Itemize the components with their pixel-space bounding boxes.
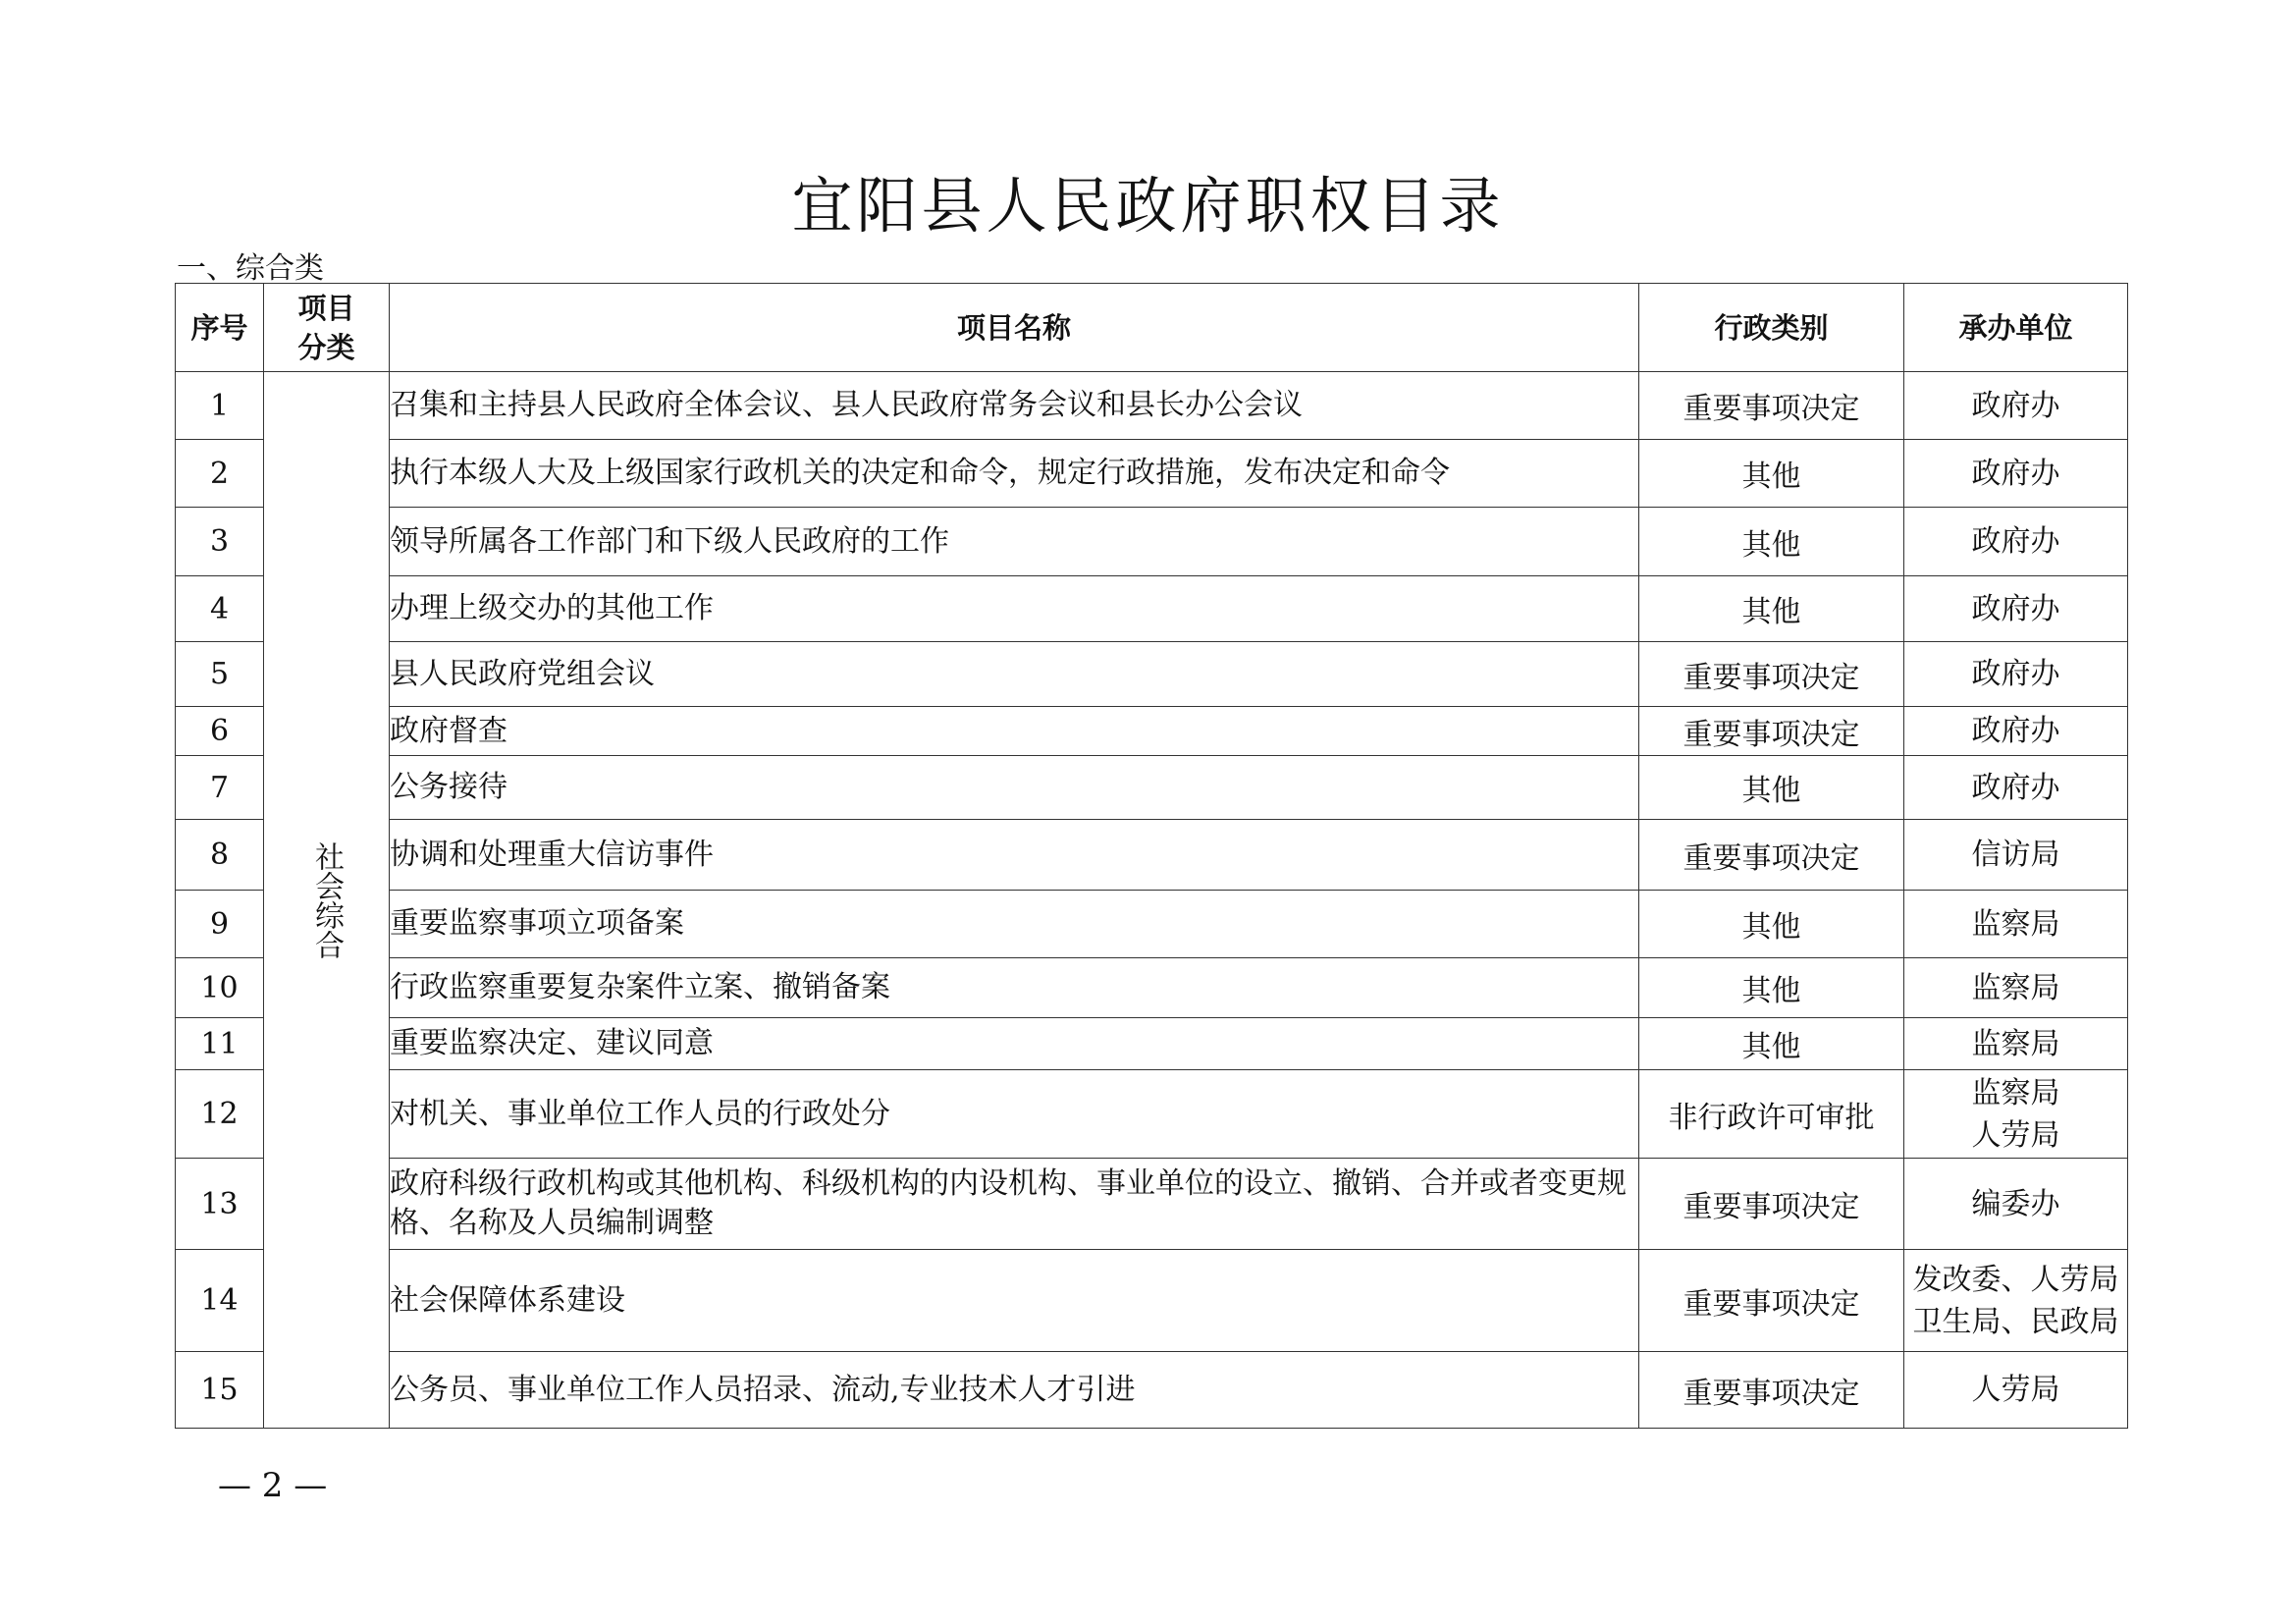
table-row [176, 1352, 2128, 1429]
row-unit: 监察局 [1904, 958, 2128, 1018]
table-header-row [176, 284, 2128, 372]
table-row [176, 1018, 2128, 1070]
row-name: 社会保障体系建设 [390, 1250, 1639, 1352]
row-unit: 编委办 [1904, 1159, 2128, 1250]
row-unit: 政府办 [1904, 508, 2128, 576]
row-name: 公务员、事业单位工作人员招录、流动,专业技术人才引进 [390, 1352, 1639, 1429]
row-admin-type: 其他 [1639, 756, 1904, 820]
row-unit: 发改委、人劳局 卫生局、民政局 [1904, 1250, 2128, 1352]
row-name: 领导所属各工作部门和下级人民政府的工作 [390, 508, 1639, 576]
row-name: 协调和处理重大信访事件 [390, 820, 1639, 891]
row-name: 执行本级人大及上级国家行政机关的决定和命令，规定行政措施，发布决定和命令 [390, 440, 1639, 508]
row-admin-type: 重要事项决定 [1639, 642, 1904, 707]
row-index: 11 [176, 1018, 264, 1070]
table-row [176, 756, 2128, 820]
row-admin-type: 重要事项决定 [1639, 707, 1904, 756]
table-row [176, 1159, 2128, 1250]
row-admin-type: 其他 [1639, 576, 1904, 642]
table-row [176, 508, 2128, 576]
page-number: — 2 — [218, 1466, 328, 1505]
table-row [176, 1250, 2128, 1352]
table-row [176, 958, 2128, 1018]
row-admin-type: 重要事项决定 [1639, 1250, 1904, 1352]
row-name: 行政监察重要复杂案件立案、撤销备案 [390, 958, 1639, 1018]
row-index: 1 [176, 372, 264, 440]
header-name: 项目名称 [390, 284, 1639, 372]
header-category: 项目分类 [264, 284, 390, 372]
row-index: 2 [176, 440, 264, 508]
table-row [176, 1070, 2128, 1159]
header-index: 序号 [176, 284, 264, 372]
section-label: 一、综合类 [177, 251, 324, 286]
row-index: 13 [176, 1159, 264, 1250]
table-row [176, 891, 2128, 958]
row-unit: 信访局 [1904, 820, 2128, 891]
authority-table [175, 283, 2128, 1429]
row-index: 14 [176, 1250, 264, 1352]
row-unit: 人劳局 [1904, 1352, 2128, 1429]
header-unit: 承办单位 [1904, 284, 2128, 372]
row-index: 4 [176, 576, 264, 642]
row-index: 12 [176, 1070, 264, 1159]
table-row [176, 642, 2128, 707]
row-admin-type: 其他 [1639, 440, 1904, 508]
row-admin-type: 其他 [1639, 958, 1904, 1018]
header-admin-type: 行政类别 [1639, 284, 1904, 372]
row-unit: 政府办 [1904, 440, 2128, 508]
row-index: 5 [176, 642, 264, 707]
page-title: 宜阳县人民政府职权目录 [791, 170, 1505, 242]
row-index: 15 [176, 1352, 264, 1429]
row-unit: 监察局 人劳局 [1904, 1070, 2128, 1159]
row-admin-type: 重要事项决定 [1639, 1352, 1904, 1429]
row-unit: 政府办 [1904, 756, 2128, 820]
row-unit: 监察局 [1904, 891, 2128, 958]
row-unit: 政府办 [1904, 707, 2128, 756]
row-admin-type: 其他 [1639, 508, 1904, 576]
category-cell: 社会综合 [264, 372, 390, 1429]
row-unit: 政府办 [1904, 576, 2128, 642]
row-index: 8 [176, 820, 264, 891]
table-row [176, 707, 2128, 756]
row-name: 办理上级交办的其他工作 [390, 576, 1639, 642]
row-index: 7 [176, 756, 264, 820]
row-unit: 政府办 [1904, 372, 2128, 440]
row-index: 9 [176, 891, 264, 958]
row-name: 公务接待 [390, 756, 1639, 820]
row-index: 10 [176, 958, 264, 1018]
row-admin-type: 重要事项决定 [1639, 1159, 1904, 1250]
table-row [176, 576, 2128, 642]
row-admin-type: 非行政许可审批 [1639, 1070, 1904, 1159]
table-row [176, 440, 2128, 508]
row-name: 重要监察决定、建议同意 [390, 1018, 1639, 1070]
row-admin-type: 其他 [1639, 1018, 1904, 1070]
row-unit: 政府办 [1904, 642, 2128, 707]
row-name: 对机关、事业单位工作人员的行政处分 [390, 1070, 1639, 1159]
row-name: 召集和主持县人民政府全体会议、县人民政府常务会议和县长办公会议 [390, 372, 1639, 440]
table-row [176, 372, 2128, 440]
row-name: 重要监察事项立项备案 [390, 891, 1639, 958]
row-admin-type: 重要事项决定 [1639, 372, 1904, 440]
row-index: 6 [176, 707, 264, 756]
row-name: 县人民政府党组会议 [390, 642, 1639, 707]
row-unit: 监察局 [1904, 1018, 2128, 1070]
row-admin-type: 其他 [1639, 891, 1904, 958]
row-name: 政府督查 [390, 707, 1639, 756]
row-name: 政府科级行政机构或其他机构、科级机构的内设机构、事业单位的设立、撤销、合并或者变更规格、名称及人员编制调整 [390, 1159, 1639, 1250]
table-row [176, 820, 2128, 891]
row-index: 3 [176, 508, 264, 576]
row-admin-type: 重要事项决定 [1639, 820, 1904, 891]
